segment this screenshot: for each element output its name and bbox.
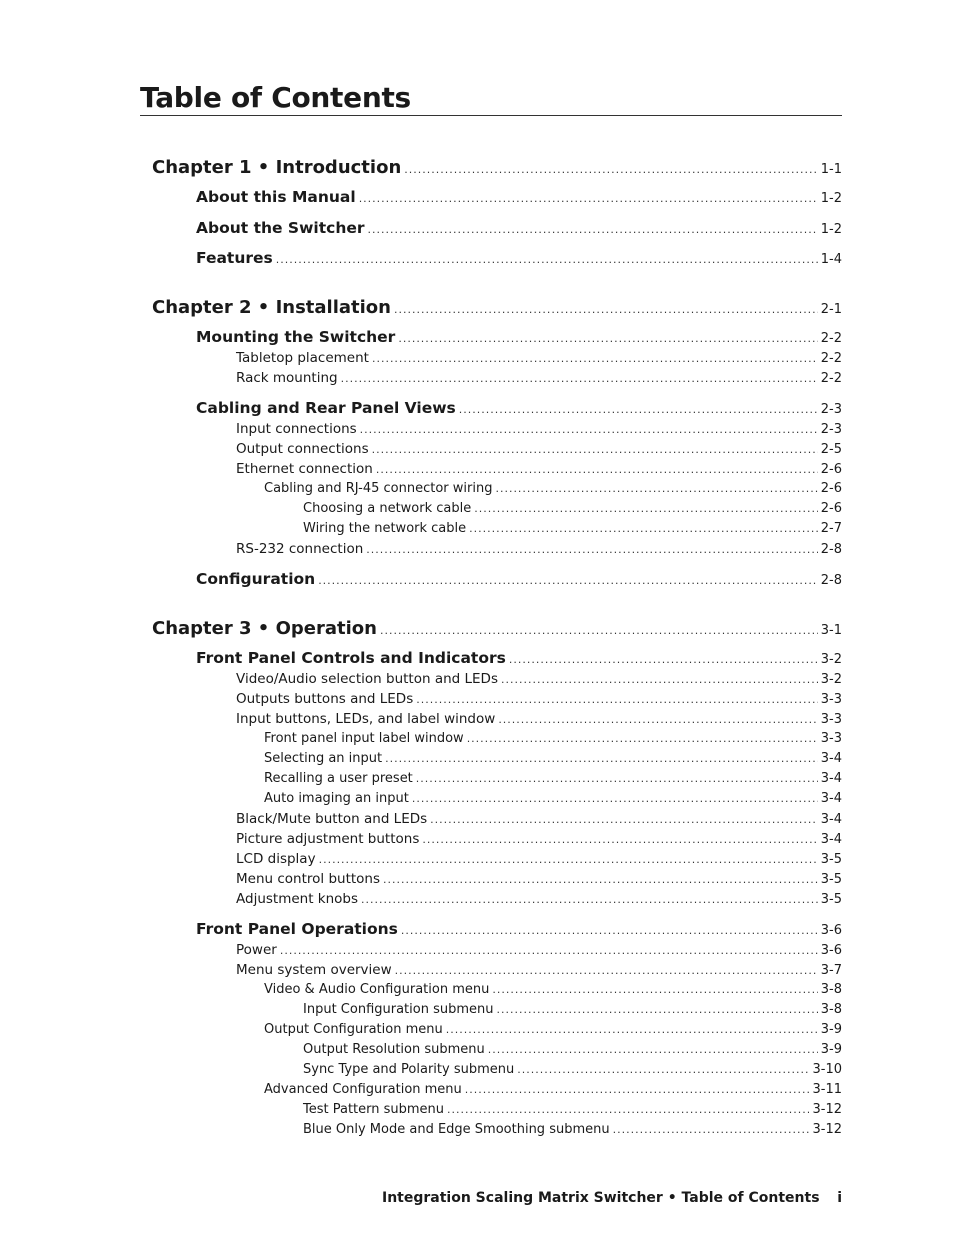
toc-entry[interactable] <box>236 962 842 978</box>
toc-entry-label: Menu control buttons <box>236 871 381 887</box>
toc-entry-page: 2-6 <box>820 481 842 496</box>
toc-entry-page: 2-3 <box>820 402 842 417</box>
toc-dot-leader <box>469 522 818 535</box>
toc-entry-page: 3-11 <box>812 1082 842 1097</box>
toc-entry-label: Input Configuration submenu <box>303 1002 494 1017</box>
toc-entry[interactable] <box>264 791 842 806</box>
toc-entry[interactable] <box>264 771 842 786</box>
toc-dot-leader <box>509 653 818 666</box>
toc-entry-label: Input connections <box>236 421 357 437</box>
toc-entry-page: 3-7 <box>820 963 842 978</box>
toc-dot-leader <box>404 163 818 176</box>
toc-entry-page: 3-3 <box>820 712 842 727</box>
toc-entry-page: 3-4 <box>820 751 842 766</box>
toc-entry-page: 1-4 <box>820 252 842 267</box>
toc-entry[interactable] <box>236 851 842 867</box>
toc-entry[interactable] <box>303 1122 842 1137</box>
toc-entry-label: Picture adjustment buttons <box>236 831 420 847</box>
toc-entry[interactable] <box>196 328 842 346</box>
toc-entry-page: 3-1 <box>820 623 842 638</box>
toc-entry-page: 3-6 <box>820 923 842 938</box>
toc-entry[interactable] <box>264 1082 842 1097</box>
toc-entry-page: 3-8 <box>820 1002 842 1017</box>
toc-entry-page: 2-7 <box>820 521 842 536</box>
toc-entry-page: 2-2 <box>820 371 842 386</box>
toc-entry-label: Blue Only Mode and Edge Smoothing submenu <box>303 1122 610 1137</box>
toc-entry[interactable] <box>236 421 842 437</box>
toc-dot-leader <box>376 463 818 476</box>
toc-dot-leader <box>446 1023 818 1036</box>
toc-entry-page: 3-3 <box>820 692 842 707</box>
toc-entry-page: 2-8 <box>820 573 842 588</box>
toc-dot-leader <box>276 253 818 266</box>
toc-entry[interactable] <box>236 942 842 958</box>
toc-dot-leader <box>501 673 818 686</box>
toc-dot-leader <box>380 624 818 637</box>
toc-entry-label: Choosing a network cable <box>303 501 472 516</box>
toc-entry-page: 2-8 <box>820 542 842 557</box>
toc-dot-leader <box>366 543 818 556</box>
toc-dot-leader <box>467 732 818 745</box>
toc-entry-page: 3-4 <box>820 791 842 806</box>
toc-entry-label: Front Panel Operations <box>196 920 398 938</box>
toc-entry-label: Tabletop placement <box>236 350 369 366</box>
toc-entry-label: Configuration <box>196 570 316 588</box>
toc-entry[interactable] <box>196 570 842 588</box>
toc-entry-page: 3-5 <box>820 852 842 867</box>
toc-dot-leader <box>422 833 817 846</box>
toc-dot-leader <box>517 1063 809 1076</box>
toc-entry-page: 3-5 <box>820 872 842 887</box>
toc-dot-leader <box>280 944 818 957</box>
footer-text: Integration Scaling Matrix Switcher • Table of Contents <box>382 1190 820 1206</box>
toc-dot-leader <box>319 853 818 866</box>
toc-entry-label: Front Panel Controls and Indicators <box>196 649 506 667</box>
toc-chapter-entry[interactable] <box>152 157 842 178</box>
toc-entry-label: Power <box>236 942 277 958</box>
toc-entry-label: Wiring the network cable <box>303 521 467 536</box>
toc-entry-page: 3-10 <box>812 1062 842 1077</box>
toc-dot-leader <box>395 964 818 977</box>
toc-dot-leader <box>495 482 817 495</box>
toc-entry-label: Selecting an input <box>264 751 383 766</box>
toc-entry-label: Cabling and Rear Panel Views <box>196 399 456 417</box>
toc-entry-page: 1-2 <box>820 191 842 206</box>
toc-entry-label: About the Switcher <box>196 219 365 237</box>
toc-entry-page: 3-12 <box>812 1102 842 1117</box>
toc-dot-leader <box>474 502 818 515</box>
toc-entry-page: 2-6 <box>820 462 842 477</box>
toc-entry[interactable] <box>236 671 842 687</box>
toc-entry-page: 3-6 <box>820 943 842 958</box>
toc-entry-label: Video & Audio Configuration menu <box>264 982 490 997</box>
toc-entry-label: Output Resolution submenu <box>303 1042 485 1057</box>
toc-dot-leader <box>416 693 818 706</box>
page-title: Table of Contents <box>140 81 411 114</box>
toc-entry[interactable] <box>196 920 842 938</box>
toc-entry-label: Chapter 1 • Introduction <box>152 157 402 178</box>
toc-dot-leader <box>359 192 818 205</box>
toc-entry[interactable] <box>196 188 842 206</box>
toc-entry-label: Front panel input label window <box>264 731 464 746</box>
toc-dot-leader <box>447 1103 809 1116</box>
toc-entry-page: 3-9 <box>820 1022 842 1037</box>
toc-entry[interactable] <box>236 711 842 727</box>
toc-chapter-entry[interactable] <box>152 618 842 639</box>
toc-dot-leader <box>416 772 818 785</box>
toc-dot-leader <box>372 443 818 456</box>
toc-entry-page: 2-1 <box>820 302 842 317</box>
toc-entry[interactable] <box>303 521 842 536</box>
toc-dot-leader <box>465 1083 810 1096</box>
toc-entry[interactable] <box>236 811 842 827</box>
toc-dot-leader <box>341 372 818 385</box>
toc-entry-page: 3-4 <box>820 771 842 786</box>
toc-entry-label: Mounting the Switcher <box>196 328 396 346</box>
toc-entry[interactable] <box>236 441 842 457</box>
toc-dot-leader <box>430 813 818 826</box>
toc-dot-leader <box>394 303 818 316</box>
toc-entry-page: 3-12 <box>812 1122 842 1137</box>
toc-entry[interactable] <box>264 982 842 997</box>
toc-entry[interactable] <box>236 831 842 847</box>
toc-entry-page: 3-5 <box>820 892 842 907</box>
toc-dot-leader <box>318 574 818 587</box>
toc-entry-page: 2-5 <box>820 442 842 457</box>
toc-entry-label: Outputs buttons and LEDs <box>236 691 414 707</box>
toc-entry-page: 2-6 <box>820 501 842 516</box>
toc-entry[interactable] <box>303 1062 842 1077</box>
toc-dot-leader <box>459 403 818 416</box>
toc-entry[interactable] <box>303 1042 842 1057</box>
toc-entry-label: Ethernet connection <box>236 461 373 477</box>
toc-entry[interactable] <box>196 649 842 667</box>
toc-entry-label: Input buttons, LEDs, and label window <box>236 711 496 727</box>
toc-entry-label: LCD display <box>236 851 316 867</box>
toc-entry[interactable] <box>236 871 842 887</box>
toc-entry-label: Chapter 2 • Installation <box>152 297 391 318</box>
toc-entry-page: 3-2 <box>820 672 842 687</box>
toc-dot-leader <box>613 1123 810 1136</box>
page-footer <box>382 1190 842 1206</box>
toc-entry[interactable] <box>236 370 842 386</box>
toc-entry[interactable] <box>236 891 842 907</box>
toc-entry-label: Black/Mute button and LEDs <box>236 811 428 827</box>
toc-dot-leader <box>385 752 818 765</box>
toc-entry-page: 2-2 <box>820 351 842 366</box>
toc-entry-label: Features <box>196 249 273 267</box>
toc-entry-label: Sync Type and Polarity submenu <box>303 1062 515 1077</box>
toc-entry-label: Video/Audio selection button and LEDs <box>236 671 498 687</box>
toc-entry[interactable] <box>196 249 842 267</box>
toc-entry-label: Test Pattern submenu <box>303 1102 445 1117</box>
toc-entry[interactable] <box>236 350 842 366</box>
toc-entry[interactable] <box>303 1002 842 1017</box>
toc-chapter-entry[interactable] <box>152 297 842 318</box>
toc-entry-page: 2-3 <box>820 422 842 437</box>
toc-entry-page: 3-2 <box>820 652 842 667</box>
toc-entry-label: Adjustment knobs <box>236 891 359 907</box>
title-divider <box>140 115 842 116</box>
toc-dot-leader <box>383 873 818 886</box>
toc-entry[interactable] <box>303 501 842 516</box>
toc-entry[interactable] <box>236 541 842 557</box>
toc-entry-label: Auto imaging an input <box>264 791 409 806</box>
toc-entry[interactable] <box>264 731 842 746</box>
toc-entry-page: 1-1 <box>820 162 842 177</box>
toc-entry-label: Recalling a user preset <box>264 771 413 786</box>
toc-entry-page: 3-8 <box>820 982 842 997</box>
toc-dot-leader <box>361 893 818 906</box>
toc-entry-label: RS-232 connection <box>236 541 364 557</box>
toc-entry-label: Menu system overview <box>236 962 392 978</box>
toc-entry[interactable] <box>236 461 842 477</box>
toc-dot-leader <box>492 983 817 996</box>
toc-entry-label: Cabling and RJ-45 connector wiring <box>264 481 493 496</box>
toc-entry-page: 1-2 <box>820 222 842 237</box>
toc-dot-leader <box>398 332 817 345</box>
toc-entry-label: Output connections <box>236 441 369 457</box>
toc-entry[interactable] <box>264 751 842 766</box>
toc-dot-leader <box>401 924 818 937</box>
toc-entry[interactable] <box>196 399 842 417</box>
toc-dot-leader <box>368 223 818 236</box>
toc-dot-leader <box>488 1043 818 1056</box>
toc-entry[interactable] <box>303 1102 842 1117</box>
toc-entry-label: Chapter 3 • Operation <box>152 618 377 639</box>
toc-dot-leader <box>360 423 818 436</box>
toc-entry-page: 3-4 <box>820 812 842 827</box>
toc-entry-label: Rack mounting <box>236 370 338 386</box>
toc-entry-page: 2-2 <box>820 331 842 346</box>
toc-entry-page: 3-9 <box>820 1042 842 1057</box>
toc-entry[interactable] <box>236 691 842 707</box>
toc-entry[interactable] <box>264 481 842 496</box>
toc-entry-label: Output Configuration menu <box>264 1022 443 1037</box>
toc-entry-label: About this Manual <box>196 188 356 206</box>
toc-entry-label: Advanced Configuration menu <box>264 1082 462 1097</box>
toc-dot-leader <box>412 792 818 805</box>
toc-dot-leader <box>497 1003 818 1016</box>
toc-entry-page: 3-3 <box>820 731 842 746</box>
toc-entry-page: 3-4 <box>820 832 842 847</box>
toc-dot-leader <box>498 713 817 726</box>
toc-entry[interactable] <box>196 219 842 237</box>
toc-entry[interactable] <box>264 1022 842 1037</box>
toc-dot-leader <box>372 352 818 365</box>
footer-page-number: i <box>837 1190 842 1206</box>
